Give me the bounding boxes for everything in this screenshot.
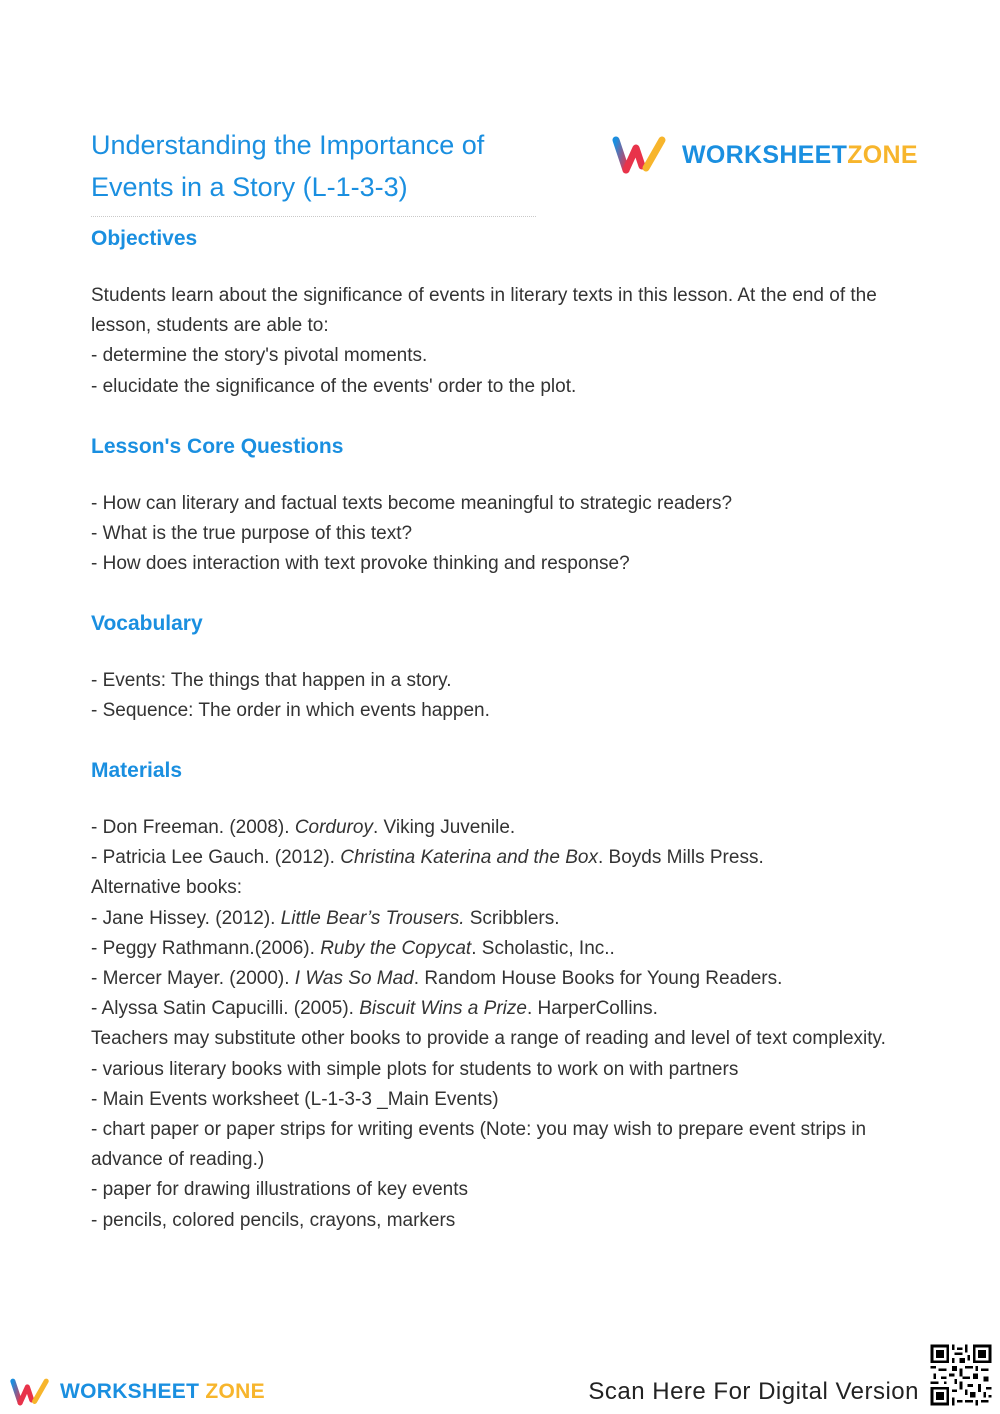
core-question-item: - What is the true purpose of this text? xyxy=(91,523,413,545)
objectives-intro: Students learn about the significance of events in literary texts in this lesson. At the end of the lesson, students are able to: xyxy=(91,285,877,337)
book-reference: - Mercer Mayer. (2000). I Was So Mad. Random House Books for Young Readers. xyxy=(91,968,783,990)
footer-logo[interactable] xyxy=(10,1376,265,1408)
page-title-line-1: Understanding the Importance of xyxy=(91,130,485,160)
material-item: - pencils, colored pencils, crayons, markers xyxy=(91,1209,456,1231)
qr-code-icon[interactable] xyxy=(928,1342,994,1408)
book-title: Little Bear’s Trousers. xyxy=(280,907,465,929)
vocabulary-heading: Vocabulary xyxy=(91,612,203,635)
scan-caption: Scan Here For Digital Version xyxy=(588,1378,919,1405)
core-question-item: - How can literary and factual texts become meaningful to strategic readers? xyxy=(91,493,733,514)
materials-section xyxy=(91,757,921,1236)
book-title: Biscuit Wins a Prize xyxy=(359,998,527,1020)
book-reference: - Patricia Lee Gauch. (2012). Christina Katerina and the Box. Boyds Mills Press. xyxy=(91,847,764,869)
worksheetzone-w-icon xyxy=(10,1376,52,1408)
core-question-item: - How does interaction with text provoke thinking and response? xyxy=(91,553,630,575)
page-title xyxy=(91,124,536,217)
book-title: Ruby the Copycat xyxy=(320,937,472,959)
worksheetzone-wordmark: WORKSHEETZONE xyxy=(682,140,918,169)
worksheetzone-logo[interactable] xyxy=(612,134,918,176)
objectives-heading: Objectives xyxy=(91,227,198,250)
material-item: - various literary books with simple plots for students to work on with partners xyxy=(91,1058,739,1080)
core-questions-heading: Lesson's Core Questions xyxy=(91,435,344,458)
vocabulary-item: - Sequence: The order in which events happen. xyxy=(91,700,490,722)
objective-item: - determine the story's pivotal moments. xyxy=(91,345,428,367)
material-item: - paper for drawing illustrations of key events xyxy=(91,1179,469,1201)
objectives-section xyxy=(91,225,921,402)
objective-item: - elucidate the significance of the events' order to the plot. xyxy=(91,375,577,397)
materials-heading: Materials xyxy=(91,759,183,782)
book-reference: - Don Freeman. (2008). Corduroy. Viking Juvenile. xyxy=(91,817,516,838)
vocabulary-item: - Events: The things that happen in a story. xyxy=(91,670,452,691)
alternative-books-label: Alternative books: xyxy=(91,877,243,899)
book-title: I Was So Mad xyxy=(294,968,414,990)
page-title-line-2: Events in a Story (L-1-3-3) xyxy=(91,172,408,202)
book-reference: - Alyssa Satin Capucilli. (2005). Biscuit Wins a Prize. HarperCollins. xyxy=(91,998,658,1020)
book-reference: - Jane Hissey. (2012). Little Bear’s Trousers. Scribblers. xyxy=(91,907,560,929)
footer-wordmark: WORKSHEET ZONE xyxy=(60,1380,265,1403)
core-questions-section xyxy=(91,433,921,580)
material-item: - chart paper or paper strips for writing events (Note: you may wish to prepare event strips in advance of reading.) xyxy=(91,1119,867,1171)
materials-note: Teachers may substitute other books to provide a range of reading and level of text complexity. xyxy=(91,1028,886,1050)
vocabulary-section xyxy=(91,610,921,726)
material-item: - Main Events worksheet (L-1-3-3 _Main Events) xyxy=(91,1088,499,1110)
worksheetzone-w-icon xyxy=(612,134,670,176)
book-title: Corduroy xyxy=(294,817,373,838)
book-reference: - Peggy Rathmann.(2006). Ruby the Copycat. Scholastic, Inc.. xyxy=(91,937,615,959)
book-title: Christina Katerina and the Box xyxy=(340,847,598,869)
